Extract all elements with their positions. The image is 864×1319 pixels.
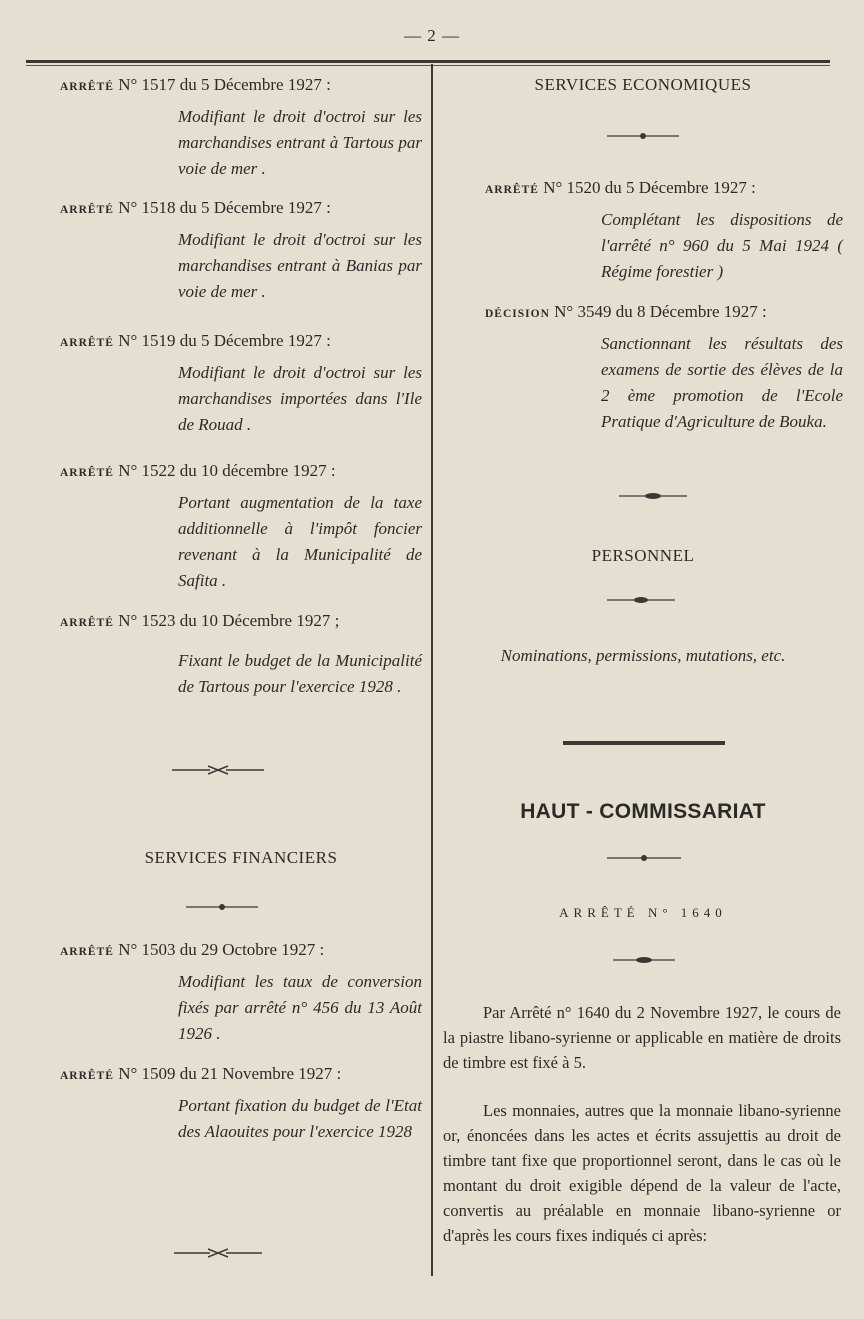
- entry-desc: Modifiant le droit d'octroi sur les marchandises importées dans l'Ile de Rouad .: [178, 363, 422, 434]
- entry-desc: Portant augmentation de la taxe additionnelle à l'impôt foncier revenant à la Municipalité de Safita .: [178, 493, 422, 590]
- entry-kind: ARRÊTÉ: [60, 467, 114, 479]
- ornament-divider: [170, 764, 266, 774]
- entry-kind: ARRÊTÉ: [60, 946, 114, 958]
- services-economiques-title: SERVICES ECONOMIQUES: [534, 75, 752, 94]
- entry-ref: N° 1518 du 5 Décembre 1927 :: [118, 198, 331, 217]
- arrete-1509: [60, 1063, 422, 1145]
- entry-ref: N° 1509 du 21 Novembre 1927 :: [118, 1064, 342, 1083]
- entry-kind: ARRÊTÉ: [60, 204, 114, 216]
- paragraph-text: Par Arrêté n° 1640 du 2 Novembre 1927, le cours de la piastre libano-syrienne or applicable en matière de droits de timbre est fixé à 5.: [443, 1003, 841, 1072]
- entry-desc: Modifiant le droit d'octroi sur les marchandises entrant à Tartous par voie de mer .: [178, 107, 422, 178]
- arrete-1518: [60, 197, 422, 305]
- entry-desc: Sanctionnant les résultats des examens de sortie des élèves de la 2 ème promotion de l'Ecole Pratique d'Agriculture de Bouka.: [601, 334, 843, 431]
- entry-ref: N° 3549 du 8 Décembre 1927 :: [554, 302, 767, 321]
- arrete-1519: [60, 330, 422, 438]
- right-column: [443, 64, 843, 1276]
- decision-3549: [485, 301, 843, 435]
- section-bar: [563, 741, 725, 745]
- arrete-1520: [485, 177, 843, 285]
- entry-kind: ARRÊTÉ: [60, 337, 114, 349]
- arrete-1640-paragraph-2: [443, 1098, 841, 1248]
- entry-desc: Fixant le budget de la Municipalité de Tartous pour l'exercice 1928 .: [178, 651, 422, 696]
- entry-desc: Modifiant les taux de conversion fixés par arrêté n° 456 du 13 Août 1926 .: [178, 972, 422, 1043]
- ornament-divider: [605, 853, 683, 863]
- arrete-1640-heading: ARRÊTÉ N° 1640: [559, 905, 727, 920]
- arrete-1517: [60, 74, 422, 182]
- ornament-divider: [172, 1247, 264, 1257]
- arrete-1523: [60, 610, 422, 700]
- entry-ref: N° 1517 du 5 Décembre 1927 :: [118, 75, 331, 94]
- ornament-divider: [611, 955, 677, 965]
- personnel-title: PERSONNEL: [591, 546, 695, 565]
- services-financiers-title: SERVICES FINANCIERS: [144, 848, 338, 867]
- entry-ref: N° 1503 du 29 Octobre 1927 :: [118, 940, 325, 959]
- column-divider: [431, 64, 433, 1276]
- entry-desc: Complétant les dispositions de l'arrêté n° 960 du 5 Mai 1924 ( Régime forestier ): [601, 210, 843, 281]
- entry-desc: Modifiant le droit d'octroi sur les marchandises entrant à Banias par voie de mer .: [178, 230, 422, 301]
- entry-kind: ARRÊTÉ: [60, 617, 114, 629]
- paragraph-text: Les monnaies, autres que la monnaie libano-syrienne or, énoncées dans les actes et écrits assujettis au droit de timbre tant fixe que proportionnel seront, dans le cas où le montant du droit exigible dépend de la valeur de l'acte, convertis au préalable en monnaie libano-syrienne or d'après les cours fixes indiqués ci après:: [443, 1101, 841, 1245]
- ornament-divider: [605, 595, 677, 605]
- entry-kind: DÉCISION: [485, 308, 550, 320]
- entry-desc: Portant fixation du budget de l'Etat des Alaouites pour l'exercice 1928: [178, 1096, 422, 1141]
- entry-kind: ARRÊTÉ: [485, 184, 539, 196]
- arrete-1503: [60, 939, 422, 1047]
- arrete-1640-paragraph-1: [443, 1000, 841, 1075]
- left-column: [60, 64, 422, 1276]
- entry-kind: ARRÊTÉ: [60, 81, 114, 93]
- page-number: — 2 —: [404, 26, 460, 45]
- entry-ref: N° 1523 du 10 Décembre 1927 ;: [118, 611, 340, 630]
- arrete-1522: [60, 460, 422, 594]
- entry-kind: ARRÊTÉ: [60, 1070, 114, 1082]
- entry-ref: N° 1520 du 5 Décembre 1927 :: [543, 178, 756, 197]
- header-rule: [26, 60, 830, 63]
- entry-ref: N° 1522 du 10 décembre 1927 :: [118, 461, 336, 480]
- ornament-divider: [617, 491, 689, 501]
- ornament-divider: [184, 902, 260, 912]
- haut-commissariat-title: HAUT - COMMISSARIAT: [520, 800, 766, 823]
- ornament-divider: [605, 131, 681, 141]
- entry-ref: N° 1519 du 5 Décembre 1927 :: [118, 331, 331, 350]
- personnel-text: Nominations, permissions, mutations, etc.: [500, 646, 786, 665]
